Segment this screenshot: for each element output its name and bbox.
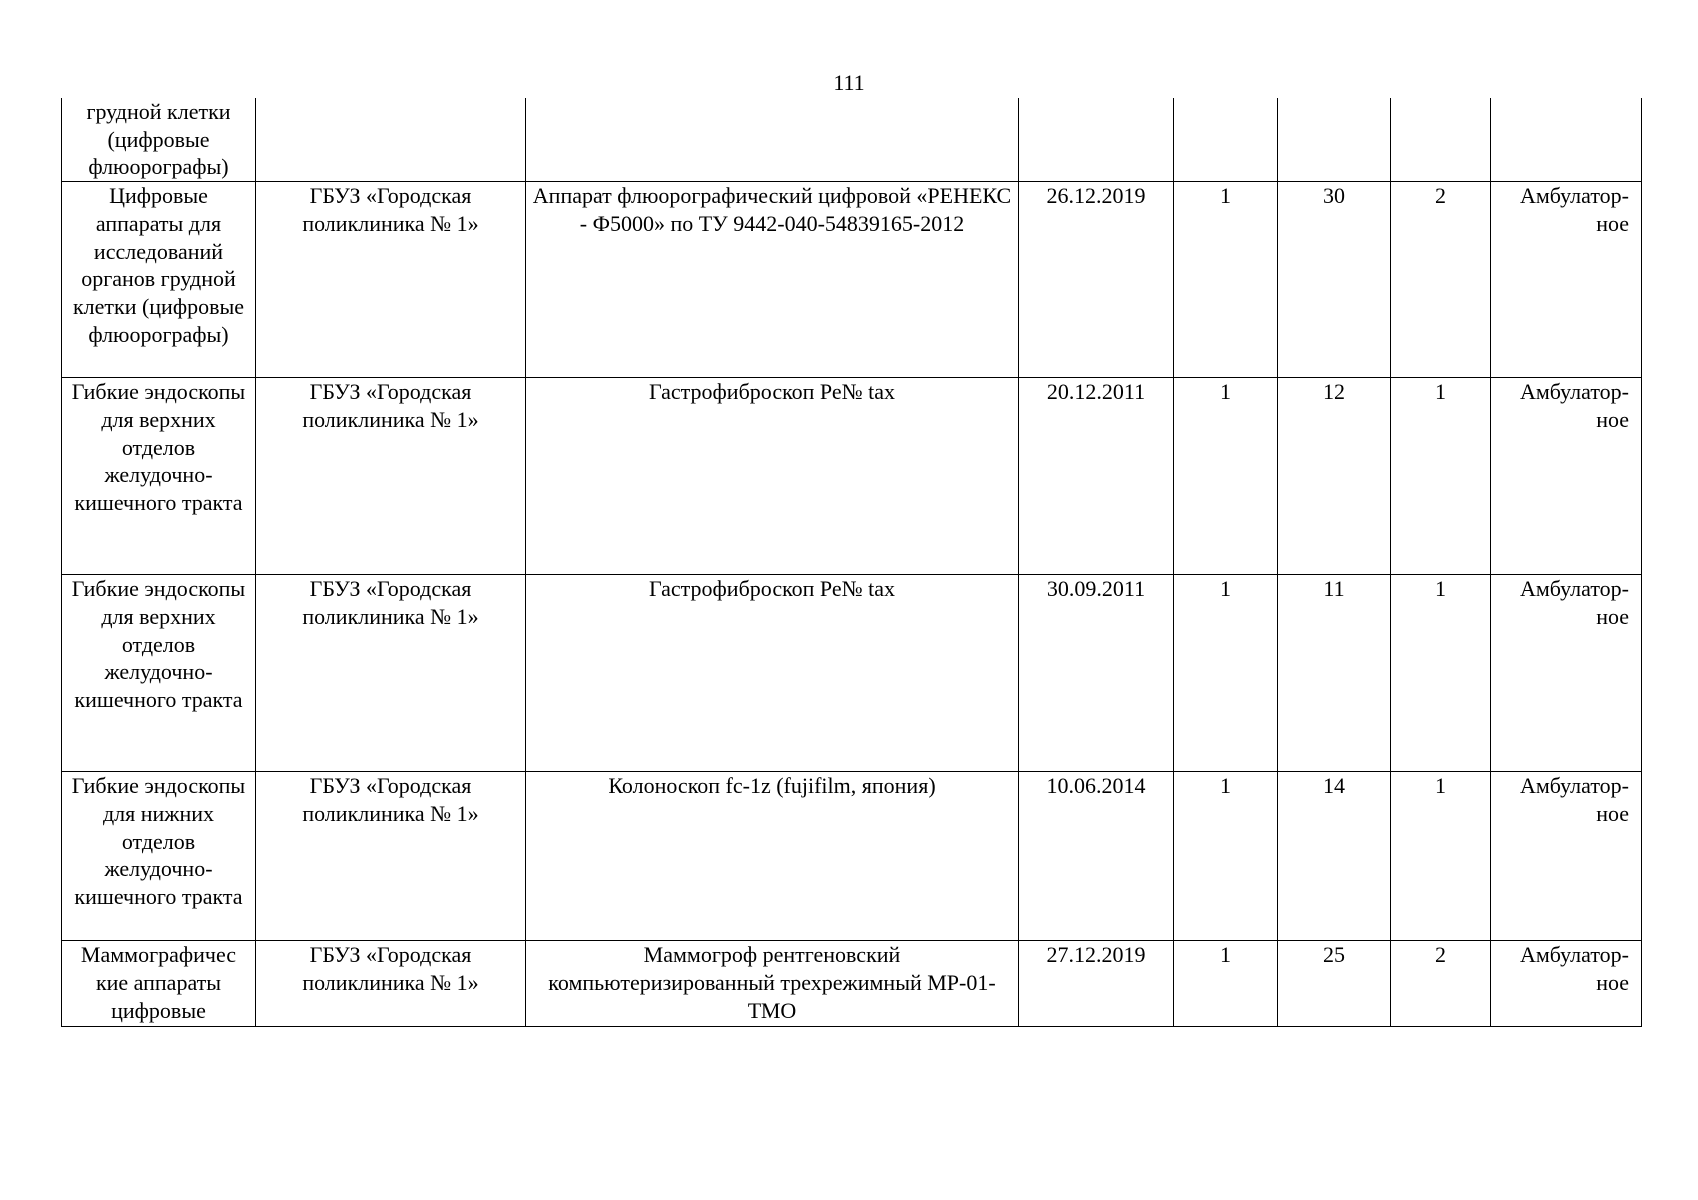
grade-cell: 2 bbox=[1391, 941, 1491, 1027]
date-cell: 26.12.2019 bbox=[1019, 182, 1174, 378]
status-cell: Амбулатор-ное bbox=[1491, 575, 1642, 772]
count-cell: 1 bbox=[1174, 182, 1278, 378]
device-cell: Колоноскоп fc-1z (fujifilm, япония) bbox=[526, 772, 1019, 941]
date-cell bbox=[1019, 98, 1174, 182]
date-cell: 20.12.2011 bbox=[1019, 378, 1174, 575]
grade-cell: 1 bbox=[1391, 772, 1491, 941]
page-number: 111 bbox=[833, 70, 865, 95]
table-row bbox=[62, 182, 1642, 378]
equipment-type-cell: Гибкие эндоскопы для верхних отделов желудочно-кишечного тракта bbox=[62, 575, 256, 772]
organization-cell bbox=[256, 98, 526, 182]
device-cell: Гастрофиброскоп Ре№ tax bbox=[526, 575, 1019, 772]
table-row bbox=[62, 772, 1642, 941]
equipment-table bbox=[61, 98, 1642, 1027]
organization-cell: ГБУЗ «Городская поликлиника № 1» bbox=[256, 575, 526, 772]
device-cell: Аппарат флюорографический цифровой «РЕНЕКС - Ф5000» по ТУ 9442-040-54839165-2012 bbox=[526, 182, 1019, 378]
count-cell bbox=[1174, 98, 1278, 182]
equipment-type-cell: Гибкие эндоскопы для верхних отделов желудочно-кишечного тракта bbox=[62, 378, 256, 575]
organization-cell: ГБУЗ «Городская поликлиника № 1» bbox=[256, 378, 526, 575]
table-row bbox=[62, 941, 1642, 1027]
value-cell: 14 bbox=[1278, 772, 1391, 941]
status-cell: Амбулатор-ное bbox=[1491, 941, 1642, 1027]
equipment-type-cell: Маммографичес кие аппараты цифровые bbox=[62, 941, 256, 1027]
status-cell: Амбулатор-ное bbox=[1491, 772, 1642, 941]
value-cell: 30 bbox=[1278, 182, 1391, 378]
date-cell: 30.09.2011 bbox=[1019, 575, 1174, 772]
grade-cell: 2 bbox=[1391, 182, 1491, 378]
equipment-type-cell: грудной клетки (цифровые флюорографы) bbox=[62, 98, 256, 182]
count-cell: 1 bbox=[1174, 575, 1278, 772]
status-cell: Амбулатор-ное bbox=[1491, 378, 1642, 575]
date-cell: 27.12.2019 bbox=[1019, 941, 1174, 1027]
table-row bbox=[62, 378, 1642, 575]
value-cell bbox=[1278, 98, 1391, 182]
grade-cell: 1 bbox=[1391, 378, 1491, 575]
device-cell: Маммогроф рентгеновский компьютеризированный трехрежимный МР-01-ТМО bbox=[526, 941, 1019, 1027]
value-cell: 11 bbox=[1278, 575, 1391, 772]
equipment-type-cell: Гибкие эндоскопы для нижних отделов желудочно-кишечного тракта bbox=[62, 772, 256, 941]
table-row bbox=[62, 98, 1642, 182]
device-cell bbox=[526, 98, 1019, 182]
grade-cell: 1 bbox=[1391, 575, 1491, 772]
count-cell: 1 bbox=[1174, 941, 1278, 1027]
organization-cell: ГБУЗ «Городская поликлиника № 1» bbox=[256, 772, 526, 941]
grade-cell bbox=[1391, 98, 1491, 182]
count-cell: 1 bbox=[1174, 378, 1278, 575]
status-cell bbox=[1491, 98, 1642, 182]
status-cell: Амбулатор-ное bbox=[1491, 182, 1642, 378]
value-cell: 25 bbox=[1278, 941, 1391, 1027]
date-cell: 10.06.2014 bbox=[1019, 772, 1174, 941]
organization-cell: ГБУЗ «Городская поликлиника № 1» bbox=[256, 941, 526, 1027]
count-cell: 1 bbox=[1174, 772, 1278, 941]
device-cell: Гастрофиброскоп Ре№ tax bbox=[526, 378, 1019, 575]
organization-cell: ГБУЗ «Городская поликлиника № 1» bbox=[256, 182, 526, 378]
equipment-type-cell: Цифровые аппараты для исследований органов грудной клетки (цифровые флюорографы) bbox=[62, 182, 256, 378]
table-row bbox=[62, 575, 1642, 772]
value-cell: 12 bbox=[1278, 378, 1391, 575]
